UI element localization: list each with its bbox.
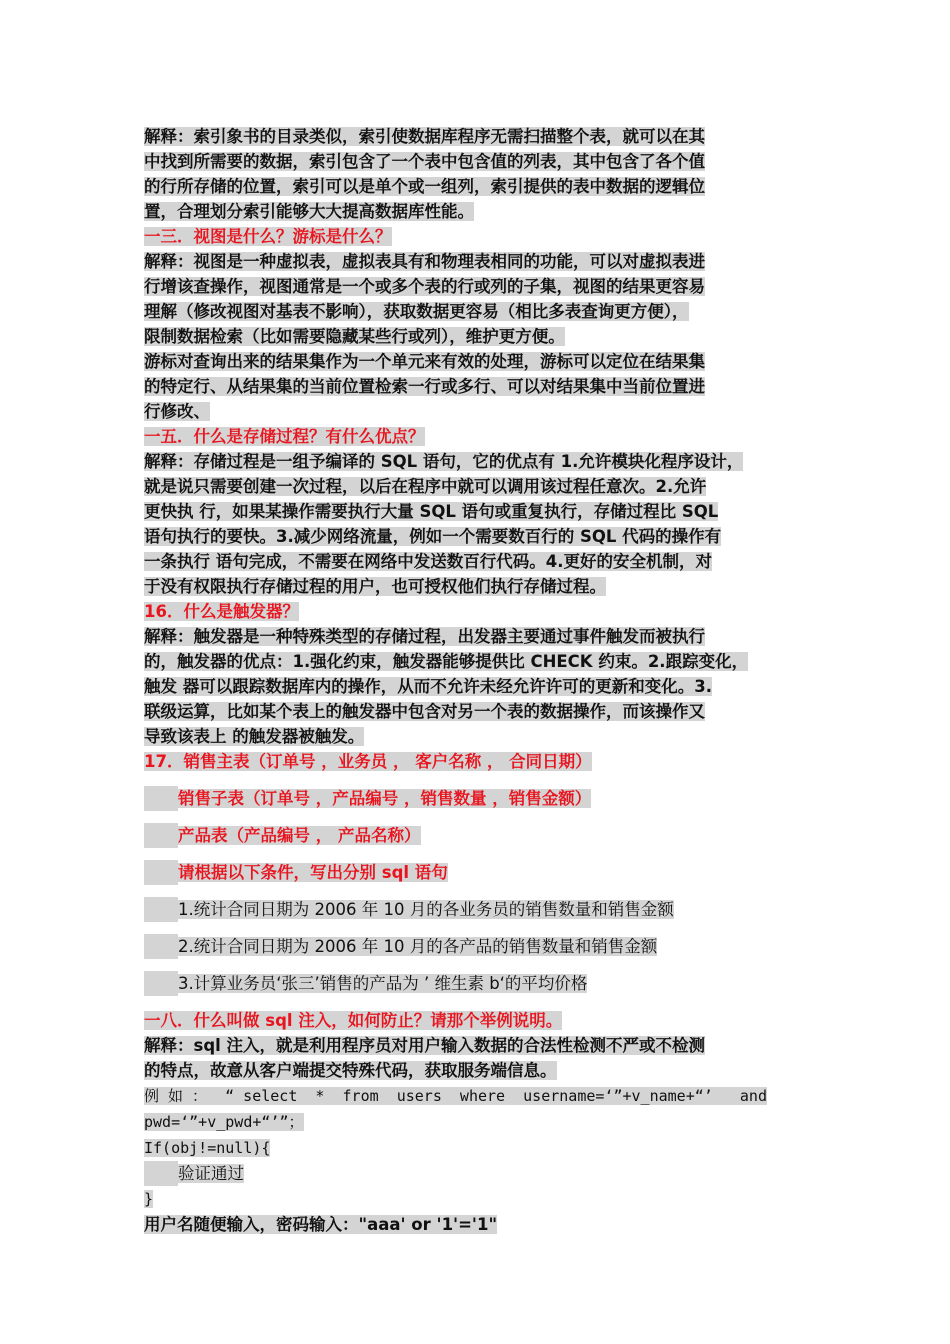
text-line: 于没有权限执行存储过程的用户，也可授权他们执行存储过程。 xyxy=(144,577,606,596)
text-line: 解释：sql 注入，就是利用程序员对用户输入数据的合法性检测不严或不检测 xyxy=(144,1036,706,1055)
text-line: 解释：视图是一种虚拟表，虚拟表具有和物理表相同的功能，可以对虚拟表进 xyxy=(144,252,705,271)
text-line: 行增该查操作，视图通常是一个或多个表的行或列的子集，视图的结果更容易 xyxy=(144,277,705,296)
text-line: 游标对查询出来的结果集作为一个单元来有效的处理，游标可以定位在结果集 xyxy=(144,352,705,371)
text-line: 导致该表上 的触发器被触发。 xyxy=(144,727,365,746)
text-line: 置，合理划分索引能够大大提高数据库性能。 xyxy=(144,202,474,221)
q17-instruction: 请根据以下条件，写出分别 sql 语句 xyxy=(178,863,448,882)
q17-task-3: 3.计算业务员‘张三’销售的产品为 ’ 维生素 b‘的平均价格 xyxy=(178,974,588,993)
code-line: If(obj!=null){ xyxy=(144,1139,271,1157)
text-line: 行修改、 xyxy=(144,402,210,421)
text-line: 解释：索引象书的目录类似，索引使数据库程序无需扫描整个表，就可以在其 xyxy=(144,127,705,146)
text-line: 就是说只需要创建一次过程，以后在程序中就可以调用该过程任意次。2.允许 xyxy=(144,477,707,496)
answer-index xyxy=(144,124,808,224)
text-line: 限制数据检索（比如需要隐藏某些行或列），维护更方便。 xyxy=(144,327,565,346)
q17-task-1: 1.统计合同日期为 2006 年 10 月的各业务员的销售数量和销售金额 xyxy=(178,900,674,919)
text-line: 理解（修改视图对基表不影响），获取数据更容易（相比多表查询更方便）， xyxy=(144,302,689,321)
code-line: 验证通过 xyxy=(178,1164,244,1183)
answer-view xyxy=(144,249,808,349)
text-line: 的行所存储的位置，索引可以是单个或一组列，索引提供的表中数据的逻辑位 xyxy=(144,177,705,196)
answer-trigger xyxy=(144,624,808,749)
text-line: 一条执行 语句完成，不需要在网络中发送数百行代码。4.更好的安全机制，对 xyxy=(144,552,712,571)
text-line: 解释：触发器是一种特殊类型的存储过程，出发器主要通过事件触发而被执行 xyxy=(144,627,705,646)
question-18-heading: 一八．什么叫做 sql 注入，如何防止？请那个举例说明。 xyxy=(144,1011,563,1030)
code-line: 例 如 ： “ select * from users where username=‘”+v_name+“’ and xyxy=(144,1087,767,1105)
text-line: 触发 器可以跟踪数据库内的操作，从而不允许未经允许许可的更新和变化。3. xyxy=(144,677,712,696)
text-line: 的特定行、从结果集的当前位置检索一行或多行、可以对结果集中当前位置进 xyxy=(144,377,705,396)
answer-cursor xyxy=(144,349,808,424)
text-line: 的，触发器的优点：1.强化约束，触发器能够提供比 CHECK 约束。2.跟踪变化， xyxy=(144,652,749,671)
answer-stored-procedure xyxy=(144,449,808,599)
text-line: 联级运算，比如某个表上的触发器中包含对另一个表的数据操作，而该操作又 xyxy=(144,702,705,721)
document-page xyxy=(144,124,808,1237)
question-15-heading: 一五．什么是存储过程？有什么优点？ xyxy=(144,427,425,446)
code-example xyxy=(144,1083,808,1237)
code-line: } xyxy=(144,1190,154,1208)
code-line: pwd=‘”+v_pwd+“’”； xyxy=(144,1113,304,1131)
text-line: 的特点，故意从客户端提交特殊代码，获取服务端信息。 xyxy=(144,1061,557,1080)
question-13-heading: 一三．视图是什么？游标是什么？ xyxy=(144,227,392,246)
text-line: 解释：存储过程是一组予编译的 SQL 语句，它的优点有 1.允许模块化程序设计， xyxy=(144,452,744,471)
q17-task-2: 2.统计合同日期为 2006 年 10 月的各产品的销售数量和销售金额 xyxy=(178,937,658,956)
q17-sub-table: 销售子表（订单号 ，产品编号 ，销售数量 ，销售金额） xyxy=(178,789,592,808)
text-line: 更快执 行，如果某操作需要执行大量 SQL 语句或重复执行，存储过程比 SQL xyxy=(144,502,719,521)
answer-sql-injection xyxy=(144,1033,808,1083)
question-17-heading: 17．销售主表（订单号 ，业务员 ， 客户名称 ， 合同日期） xyxy=(144,752,592,771)
text-line: 语句执行的要快。3.减少网络流量，例如一个需要数百行的 SQL 代码的操作有 xyxy=(144,527,722,546)
q17-product-table: 产品表（产品编号 ， 产品名称） xyxy=(178,826,421,845)
question-16-heading: 16．什么是触发器？ xyxy=(144,602,299,621)
text-line: 中找到所需要的数据，索引包含了一个表中包含值的列表，其中包含了各个值 xyxy=(144,152,705,171)
code-line: 用户名随便输入，密码输入："aaa' or '1'='1" xyxy=(144,1215,498,1234)
